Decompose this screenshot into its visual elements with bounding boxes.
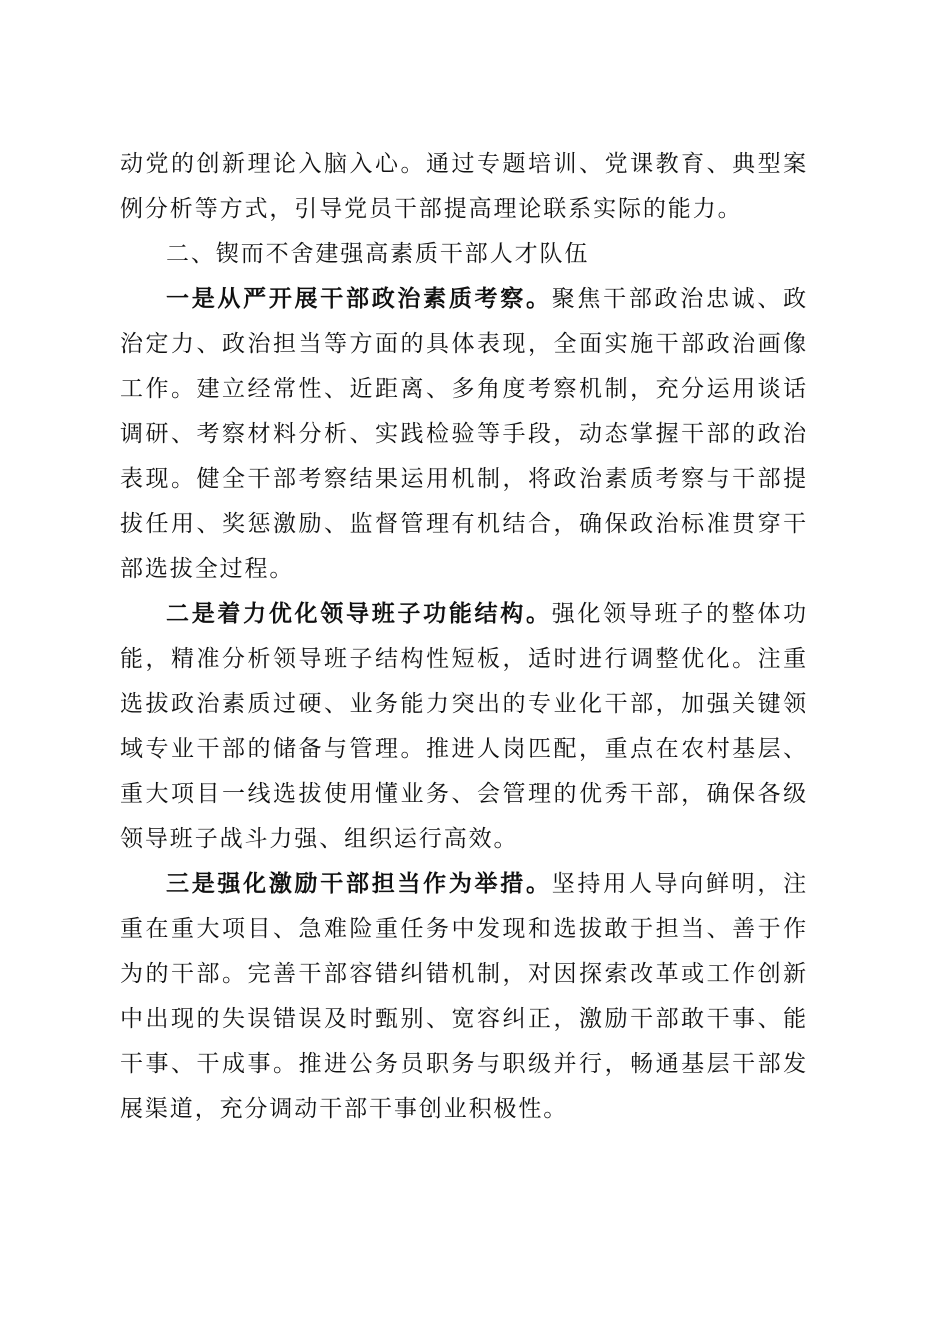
continuation-paragraph: 动党的创新理论入脑入心。通过专题培训、党课教育、典型案例分析等方式，引导党员干部提高理论联系实际的能力。 <box>120 151 808 222</box>
section-heading: 二、锲而不舍建强高素质干部人才队伍 <box>166 241 590 267</box>
point-body-2: 强化领导班子的整体功能，精准分析领导班子结构性短板，适时进行调整优化。注重选拔政治素质过硬、业务能力突出的专业化干部，加强关键领域专业干部的储备与管理。推进人岗匹配，重点在农村基层、重大项目一线选拔使用懂业务、会管理的优秀干部，确保各级领导班子战斗力强、组织运行高效。 <box>120 601 808 852</box>
point-paragraph-1 <box>120 277 808 592</box>
point-paragraph-2 <box>120 592 808 862</box>
point-body-3: 坚持用人导向鲜明，注重在重大项目、急难险重任务中发现和选拔敢于担当、善于作为的干部。完善干部容错纠错机制，对因探索改革或工作创新中出现的失误错误及时甄别、宽容纠正，激励干部敢干事、能干事、干成事。推进公务员职务与职级并行，畅通基层干部发展渠道，充分调动干部干事创业积极性。 <box>120 871 808 1122</box>
point-paragraph-3 <box>120 862 808 1132</box>
point-body-1: 聚焦干部政治忠诚、政治定力、政治担当等方面的具体表现，全面实施干部政治画像工作。建立经常性、近距离、多角度考察机制，充分运用谈话调研、考察材料分析、实践检验等手段，动态掌握干部的政治表现。健全干部考察结果运用机制，将政治素质考察与干部提拔任用、奖惩激励、监督管理有机结合，确保政治标准贯穿干部选拔全过程。 <box>120 286 808 582</box>
point-lead-3: 三是强化激励干部担当作为举措。 <box>166 871 552 897</box>
point-lead-2: 二是着力优化领导班子功能结构。 <box>166 601 552 627</box>
point-lead-1: 一是从严开展干部政治素质考察。 <box>166 286 552 312</box>
document-page <box>120 142 808 1132</box>
